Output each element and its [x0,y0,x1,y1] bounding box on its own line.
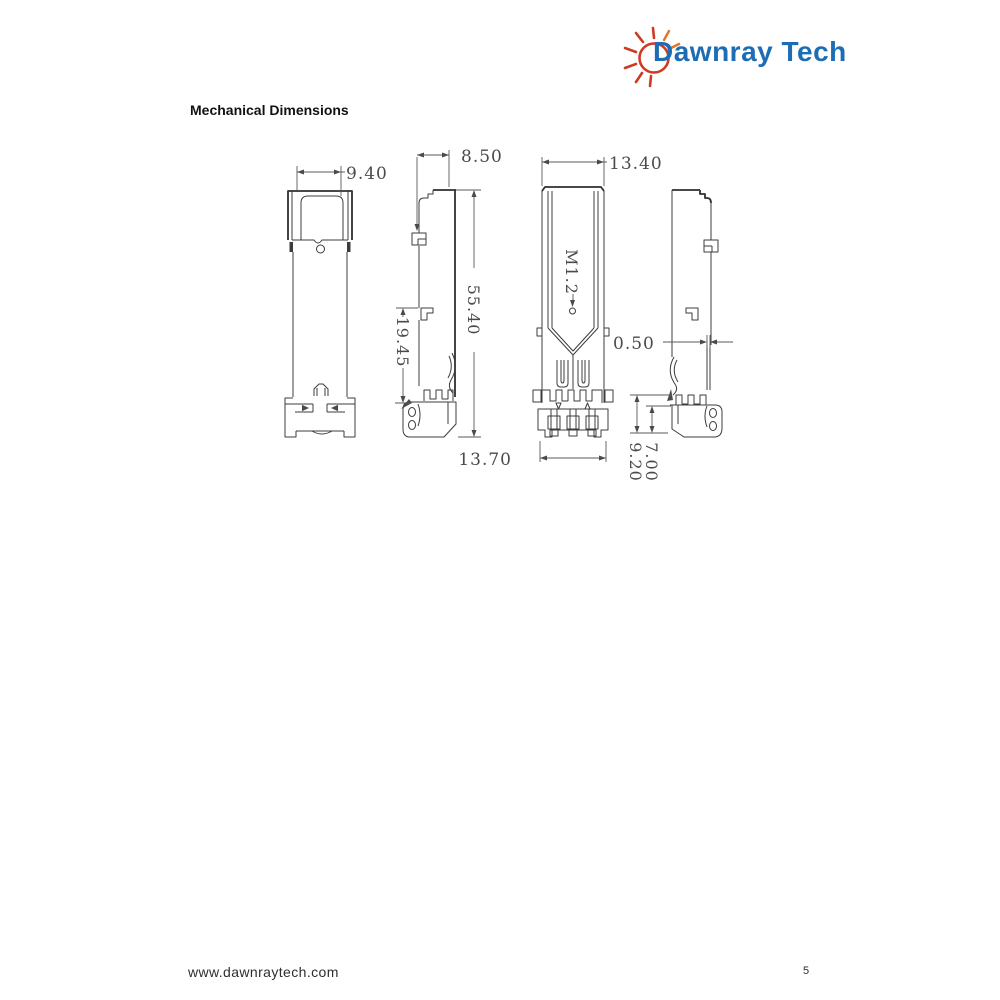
side-view-left-outline [401,190,456,437]
dim-side-width: 8.50 [461,147,503,167]
brand-name: Dawnray Tech [653,36,847,67]
side-view-right-outline [667,190,722,437]
dim-bottom-width: 13.70 [458,450,512,470]
rear-view-outline [533,187,613,437]
dim-lower-height: 19.45 [393,316,412,368]
dim-rear-width: 13.40 [609,154,663,174]
dim-foot-inner: 7.00 [642,442,661,482]
dim-rear-width-lines [542,157,607,186]
dim-overall-height: 55.40 [464,284,483,336]
page-title: Mechanical Dimensions [190,102,349,118]
footer-page-number: 5 [803,965,810,977]
thread-callout-leader [570,294,575,307]
footer-website: www.dawnraytech.com [188,964,339,980]
dim-bottom-width-lines [540,441,606,462]
dim-tab-gap: 0.50 [613,334,655,354]
front-view-outline [285,191,355,437]
dim-front-width: 9.40 [346,164,388,184]
dim-tab-gap-lines [663,335,733,348]
dim-foot-inner-lines [646,406,671,433]
dim-foot-outer: 9.20 [626,442,645,482]
dim-thread-callout: M1.2 [562,249,581,295]
